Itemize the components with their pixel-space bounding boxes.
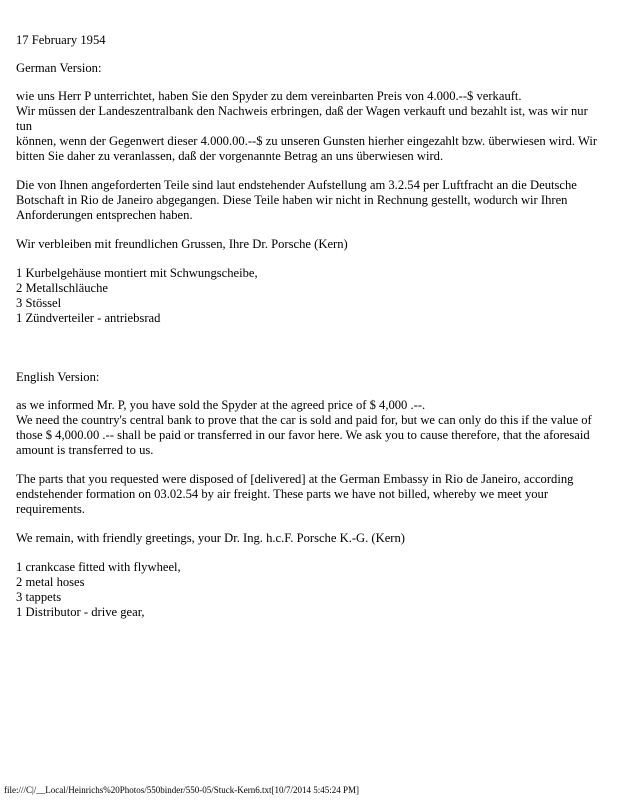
english-closing: We remain, with friendly greetings, your Dr. Ing. h.c.F. Porsche K.-G. (Kern)	[16, 531, 405, 545]
german-paragraph-2	[16, 178, 606, 223]
list-item: 1 Distributor - drive gear,	[16, 605, 145, 619]
text-line: those $ 4,000.00 .-- shall be paid or transferred in our favor here. We ask you to cause therefore, that the aforesaid	[16, 428, 590, 442]
english-paragraph-1	[16, 398, 606, 458]
text-line: Wir müssen der Landeszentralbank den Nachweis erbringen, daß der Wagen verkauft und bezahlt ist, was wir nur tun	[16, 104, 591, 133]
list-item: 2 Metallschläuche	[16, 281, 108, 295]
german-paragraph-1	[16, 89, 606, 164]
text-line: bitten Sie daher zu veranlassen, daß der vorgenannte Betrag an uns überwiesen wird.	[16, 149, 444, 163]
list-item: 3 Stössel	[16, 296, 62, 310]
german-parts-list	[16, 266, 606, 326]
letter-date: 17 February 1954	[16, 33, 106, 47]
document-body	[16, 33, 606, 620]
text-line: amount is transferred to us.	[16, 443, 154, 457]
text-line: We need the country's central bank to prove that the car is sold and paid for, but we can only do this if the value of	[16, 413, 592, 427]
german-heading: German Version:	[16, 61, 102, 75]
text-line: wie uns Herr P unterrichtet, haben Sie den Spyder zu dem vereinbarten Preis von 4.000.--$ verkauft.	[16, 89, 522, 103]
list-item: 1 Kurbelgehäuse montiert mit Schwungscheibe,	[16, 266, 258, 280]
english-heading: English Version:	[16, 370, 100, 384]
text-line: Die von Ihnen angeforderten Teile sind laut endstehender Aufstellung am 3.2.54 per Luftfracht an die Deutsche	[16, 178, 577, 192]
text-line: Anforderungen entsprechen haben.	[16, 208, 193, 222]
list-item: 1 crankcase fitted with flywheel,	[16, 560, 181, 574]
text-line: endstehender formation on 03.02.54 by air freight. These parts we have not billed, whereby we meet your	[16, 487, 549, 501]
text-line: Botschaft in Rio de Janeiro abgegangen. Diese Teile haben wir nicht in Rechnung gestellt, wodurch wir Ihren	[16, 193, 568, 207]
text-line: The parts that you requested were disposed of [delivered] at the German Embassy in Rio de Janeiro, according	[16, 472, 574, 486]
list-item: 3 tappets	[16, 590, 62, 604]
file-path-footer: file:///C|/__Local/Heinrichs%20Photos/550binder/550-05/Stuck-Kern6.txt[10/7/2014 5:45:24 PM]	[4, 785, 360, 795]
text-line: können, wenn der Gegenwert dieser 4.000.00.--$ zu unseren Gunsten hierher eingezahlt bzw. überwiesen wird. Wir	[16, 134, 598, 148]
english-parts-list	[16, 560, 606, 620]
text-line: as we informed Mr. P, you have sold the Spyder at the agreed price of $ 4,000 .--.	[16, 398, 426, 412]
german-closing: Wir verbleiben mit freundlichen Grussen, Ihre Dr. Porsche (Kern)	[16, 237, 348, 251]
text-line: requirements.	[16, 502, 85, 516]
list-item: 2 metal hoses	[16, 575, 85, 589]
english-paragraph-2	[16, 472, 606, 517]
list-item: 1 Zündverteiler - antriebsrad	[16, 311, 161, 325]
